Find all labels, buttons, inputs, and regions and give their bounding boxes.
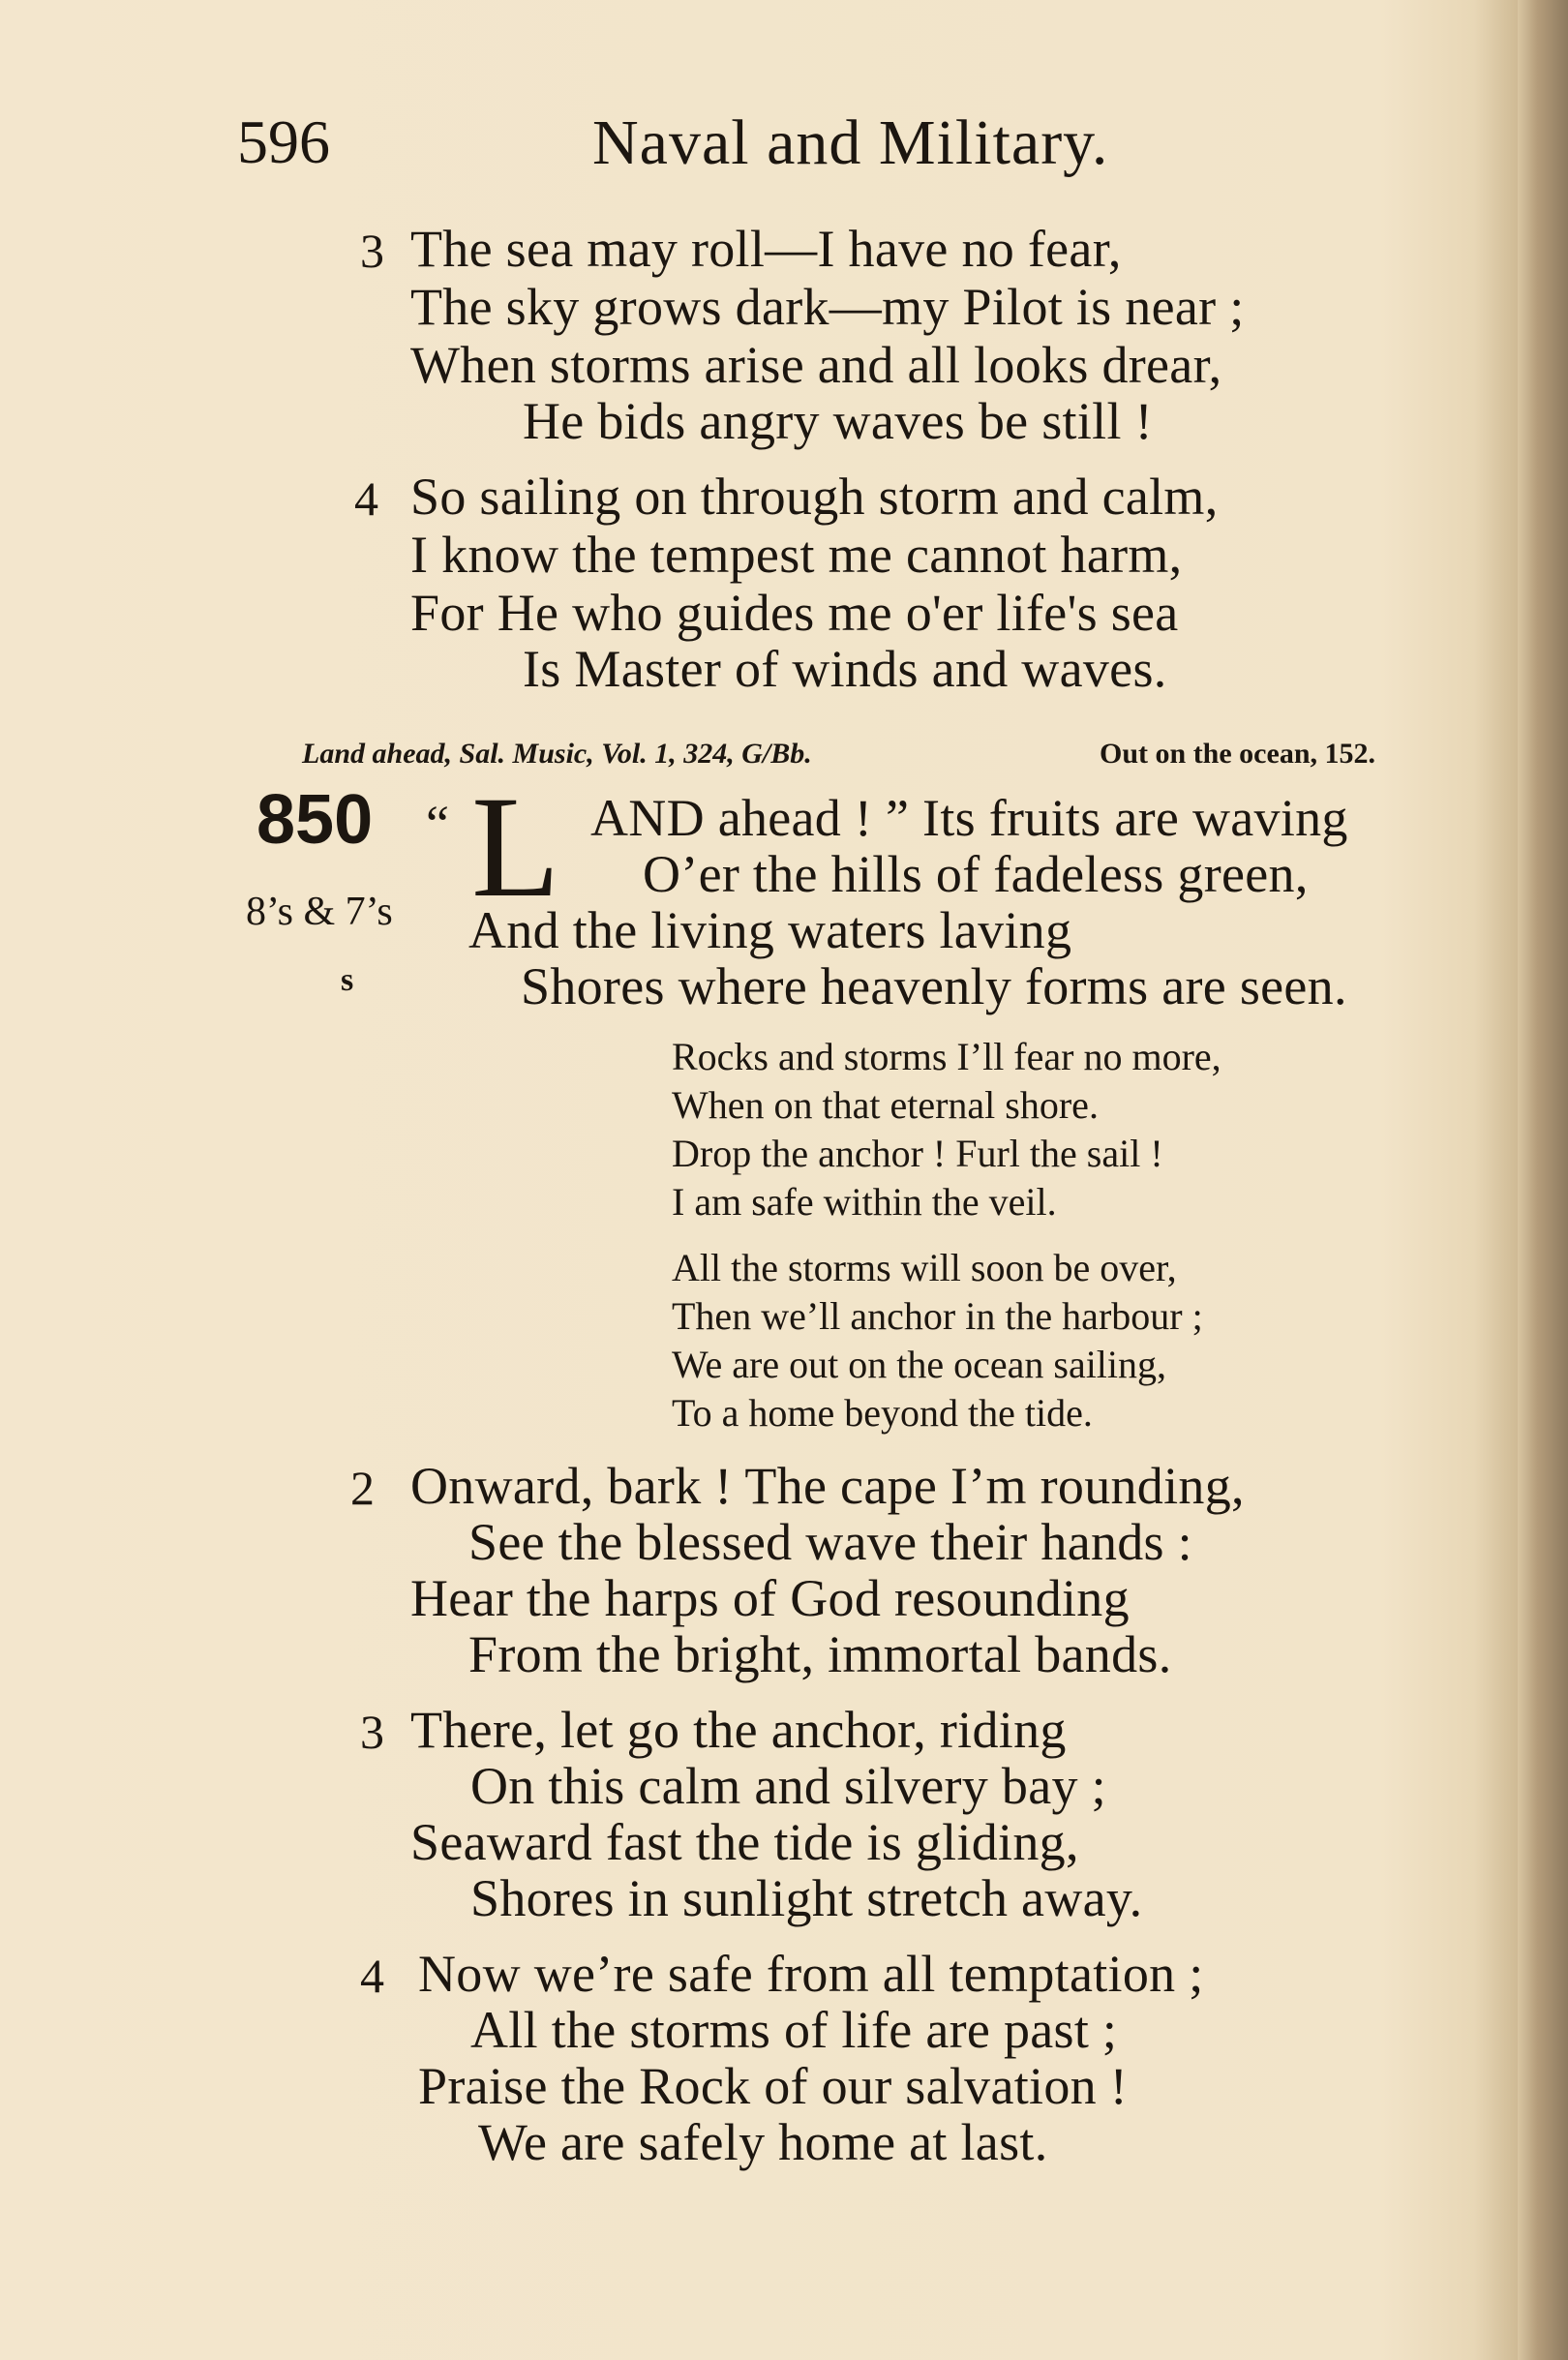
verse-line: Is Master of winds and waves.	[523, 640, 1167, 698]
chorus-line: When on that eternal shore.	[672, 1083, 1099, 1127]
chorus-line: To a home beyond the tide.	[672, 1391, 1093, 1435]
verse-line: Hear the harps of God resounding	[410, 1569, 1130, 1627]
verse-line: O’er the hills of fadeless green,	[643, 845, 1309, 903]
verse-line: Seaward fast the tide is gliding,	[410, 1813, 1079, 1871]
verse-line: So sailing on through storm and calm,	[410, 468, 1219, 526]
alternate-tune: Out on the ocean, 152.	[1100, 738, 1375, 770]
verse-line: On this calm and silvery bay ;	[470, 1757, 1106, 1815]
verse-line: The sky grows dark—my Pilot is near ;	[410, 278, 1245, 336]
verse-line: For He who guides me o'er life's sea	[410, 584, 1179, 642]
verse-number: 2	[350, 1461, 375, 1515]
verse-line: I know the tempest me cannot harm,	[410, 526, 1183, 584]
verse-number: 3	[360, 224, 384, 278]
verse-line: See the blessed wave their hands :	[468, 1513, 1192, 1571]
chorus-line: I am safe within the veil.	[672, 1180, 1057, 1224]
drop-cap: L	[471, 767, 560, 927]
verse-line: All the storms of life are past ;	[470, 2001, 1118, 2059]
verse-line: And the living waters laving	[468, 901, 1072, 959]
chorus-line: All the storms will soon be over,	[672, 1246, 1177, 1289]
running-head: Naval and Military.	[592, 107, 1109, 178]
verse-number: 4	[354, 471, 378, 526]
key-mark: s	[341, 962, 354, 998]
page-number: 596	[237, 107, 330, 176]
verse-line: Praise the Rock of our salvation !	[418, 2057, 1129, 2115]
verse-number: 4	[360, 1949, 384, 2003]
verse-line: From the bright, immortal bands.	[468, 1625, 1172, 1683]
chorus-line: Then we’ll anchor in the harbour ;	[672, 1294, 1203, 1338]
verse-line: AND ahead ! ” Its fruits are waving	[590, 789, 1348, 847]
book-gutter	[1518, 0, 1568, 2360]
verse-line: Shores where heavenly forms are seen.	[521, 957, 1347, 1015]
verse-line: He bids angry waves be still !	[523, 392, 1153, 450]
verse-line: The sea may roll—I have no fear,	[410, 220, 1122, 278]
verse-line: There, let go the anchor, riding	[410, 1701, 1067, 1759]
chorus-line: Rocks and storms I’ll fear no more,	[672, 1035, 1221, 1078]
verse-line: Now we’re safe from all temptation ;	[418, 1945, 1204, 2003]
verse-line: We are safely home at last.	[478, 2113, 1048, 2171]
hymn-number: 850	[256, 781, 374, 859]
chorus-line: We are out on the ocean sailing,	[672, 1343, 1167, 1386]
verse-line: Onward, bark ! The cape I’m rounding,	[410, 1457, 1245, 1515]
opening-quote: “	[426, 795, 449, 853]
chorus-line: Drop the anchor ! Furl the sail !	[672, 1132, 1163, 1175]
verse-line: Shores in sunlight stretch away.	[470, 1869, 1143, 1927]
verse-number: 3	[360, 1705, 384, 1759]
tune-reference: Land ahead, Sal. Music, Vol. 1, 324, G/Bb.	[302, 738, 812, 770]
verse-line: When storms arise and all looks drear,	[410, 336, 1222, 394]
meter: 8’s & 7’s	[246, 890, 393, 934]
